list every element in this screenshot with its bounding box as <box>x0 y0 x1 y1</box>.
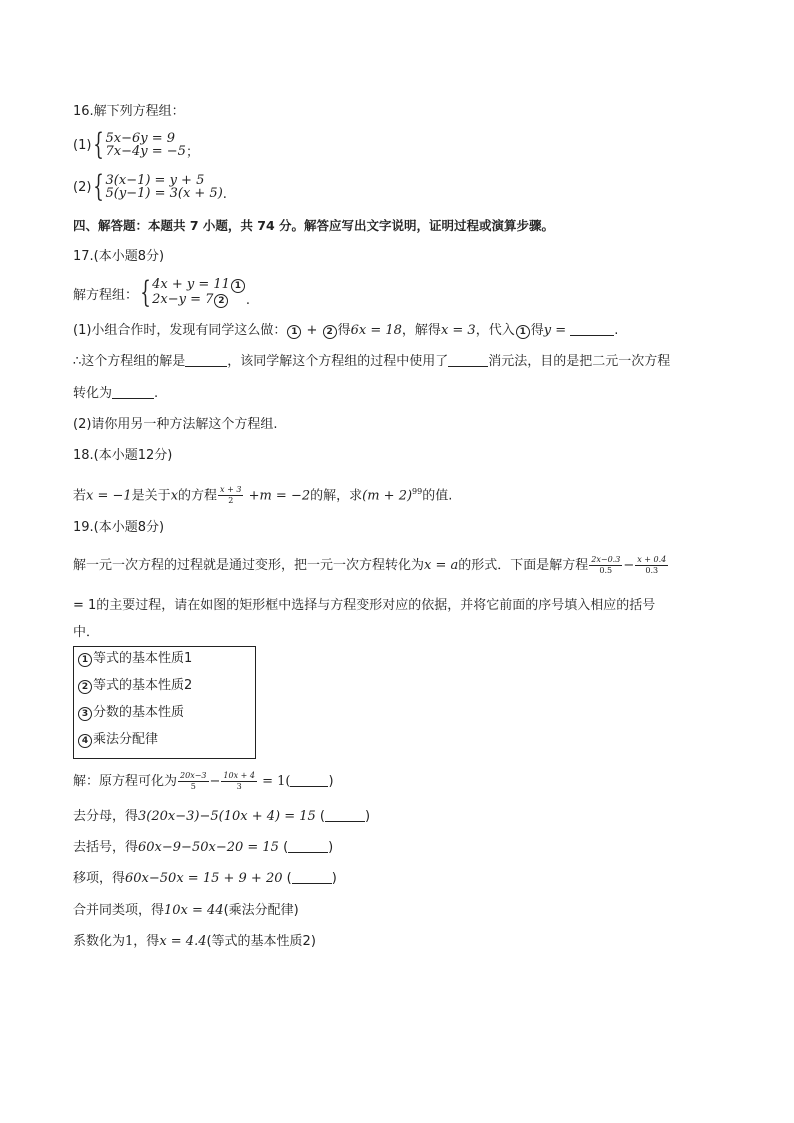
math: 6x = 18 <box>350 323 402 338</box>
fraction <box>218 485 243 506</box>
math: = 1( <box>257 774 291 789</box>
q16-part1-eq1: 5x−6y = 9 <box>105 131 176 146</box>
q16-part1-label: (1) <box>73 137 92 153</box>
math: y = <box>543 323 571 338</box>
text: 的值. <box>422 488 453 504</box>
math: − <box>209 774 221 789</box>
fraction <box>178 771 208 792</box>
q17-intro: 解方程组： <box>73 287 139 303</box>
answer-blank[interactable] <box>570 323 614 336</box>
circle-number-icon: 4 <box>78 734 92 748</box>
fraction <box>589 555 622 576</box>
q16-part2-tail: . <box>222 187 227 202</box>
q17-part2: (2)请你用另一种方法解这个方程组. <box>73 417 278 432</box>
answer-blank[interactable] <box>448 354 488 367</box>
exponent: 99 <box>412 487 423 496</box>
brace-icon: { <box>93 169 105 204</box>
text: ∴这个方程组的解是 <box>73 354 186 369</box>
q16-part2-label: (2) <box>73 179 92 195</box>
fraction-denominator: 0.3 <box>645 566 659 575</box>
q16-title: 16.解下列方程组： <box>73 104 185 119</box>
q17-eq2: 2x−y = 7 <box>152 292 214 307</box>
text: ，代入 <box>475 323 515 338</box>
basis-box <box>73 646 256 759</box>
math: 1 <box>125 934 134 949</box>
basis-item <box>77 732 158 748</box>
fraction-denominator: 0.5 <box>599 566 613 575</box>
text: ) <box>328 840 334 855</box>
q19-step2 <box>73 809 370 825</box>
q17-system <box>73 275 251 310</box>
q19-step1 <box>73 770 334 794</box>
answer-blank[interactable] <box>292 871 332 884</box>
fraction-numerator: 10x + 4 <box>223 771 255 780</box>
answer-blank[interactable] <box>112 386 154 399</box>
text: (等式的基本性质2) <box>206 934 316 949</box>
text: ( <box>315 809 325 824</box>
text: ( <box>278 840 289 855</box>
q17-part1-line2 <box>73 354 670 370</box>
math: x = a <box>424 558 459 573</box>
text: + <box>302 323 322 338</box>
basis-item <box>77 705 184 721</box>
text: 去分母，得 <box>73 809 139 824</box>
text: 解：原方程可化为 <box>73 774 178 789</box>
basis-item-label: 分数的基本性质 <box>93 705 185 720</box>
q16-part2-eq1: 3(x−1) = y + 5 <box>105 173 205 188</box>
math: (m + 2) <box>362 488 413 504</box>
text: 系数化为 <box>73 934 126 949</box>
math: x = −1 <box>86 488 132 504</box>
text: ) <box>365 809 371 824</box>
text: 若 <box>73 488 87 504</box>
text: ，得 <box>133 934 160 949</box>
fraction-numerator: 2x−0.3 <box>591 555 621 564</box>
text: ) <box>328 774 334 789</box>
answer-blank[interactable] <box>288 840 328 853</box>
text: 去括号，得 <box>73 840 139 855</box>
circle-number-icon: 1 <box>78 653 92 667</box>
basis-item <box>77 651 192 667</box>
q17-eq1: 4x + y = 11 <box>152 277 230 292</box>
circle-number-icon: 1 <box>516 325 530 339</box>
q17-part1-line1 <box>73 323 618 339</box>
circle-number-icon: 1 <box>231 279 245 293</box>
text: 是关于 <box>131 488 171 504</box>
q19-step4 <box>73 871 337 887</box>
text: 得 <box>337 323 351 338</box>
text: 移项，得 <box>73 871 126 886</box>
circle-number-icon: 2 <box>78 680 92 694</box>
fraction-numerator: 20x−3 <box>180 771 207 780</box>
text: 转化为 <box>73 386 113 401</box>
circle-number-icon: 1 <box>287 325 301 339</box>
text: (1)小组合作时，发现有同学这么做： <box>73 323 287 338</box>
q16-part1-tail: ； <box>185 145 199 160</box>
q19-step5 <box>73 903 299 919</box>
q19-line2: = 1的主要过程，请在如图的矩形框中选择与方程变形对应的依据，并将它前面的序号填入相应的括号 <box>73 598 656 613</box>
text: (乘法分配律) <box>223 903 299 918</box>
q19-line1 <box>73 553 669 579</box>
q16-part2-eq2: 5(y−1) = 3(x + 5) <box>105 186 223 201</box>
text: ，该同学解这个方程组的过程中使用了 <box>227 354 449 369</box>
math: x = 3 <box>440 323 476 338</box>
circle-number-icon: 2 <box>323 325 337 339</box>
fraction-denominator: 5 <box>190 782 196 791</box>
text: 得 <box>530 323 544 338</box>
q16-part1 <box>73 127 199 162</box>
text: 的方程 <box>178 488 218 504</box>
q17-tail: . <box>245 293 251 308</box>
math: +m = −2 <box>244 488 311 504</box>
fraction-denominator: 2 <box>228 496 234 506</box>
text: ，解得 <box>401 323 441 338</box>
q19-step3 <box>73 840 333 856</box>
fraction-numerator: x + 0.4 <box>637 555 667 564</box>
answer-blank[interactable] <box>325 809 365 822</box>
q19-header: 19.(本小题8分) <box>73 520 165 535</box>
q17-part1-line3 <box>73 386 158 402</box>
math: x <box>170 488 179 504</box>
fraction <box>221 771 257 792</box>
basis-item-label: 乘法分配律 <box>93 732 159 747</box>
text: ) <box>331 871 337 886</box>
math: 60x−9−50x−20 = 15 <box>138 840 279 855</box>
math: 10x = 44 <box>164 903 224 918</box>
q16-part1-eq2: 7x−4y = −5 <box>105 144 186 159</box>
basis-item-label: 等式的基本性质1 <box>93 651 193 666</box>
q18-body <box>73 480 452 508</box>
text: 消元法，目的是把二元一次方程 <box>488 354 671 369</box>
text: . <box>614 323 619 338</box>
fraction-numerator: x + 3 <box>220 485 242 495</box>
text: 的形式．下面是解方程 <box>458 558 589 573</box>
math: − <box>623 558 635 573</box>
text: ( <box>282 871 292 886</box>
circle-number-icon: 3 <box>78 707 92 721</box>
text: 解一元一次方程的过程就是通过变形，把一元一次方程转化为 <box>73 558 425 573</box>
math: 3(20x−3)−5(10x + 4) = 15 <box>138 809 316 824</box>
q19-line3: 中． <box>73 625 100 640</box>
brace-icon: { <box>93 127 105 162</box>
basis-item-label: 等式的基本性质2 <box>93 678 193 693</box>
answer-blank[interactable] <box>290 774 328 787</box>
q17-header: 17.(本小题8分) <box>73 249 165 264</box>
q18-header: 18.(本小题12分) <box>73 448 173 463</box>
circle-number-icon: 2 <box>214 294 228 308</box>
fraction-denominator: 3 <box>236 782 242 791</box>
text: 的解，求 <box>310 488 363 504</box>
basis-item <box>77 678 192 694</box>
text: . <box>154 386 159 401</box>
answer-blank[interactable] <box>185 354 227 367</box>
math: 60x−50x = 15 + 9 + 20 <box>125 871 283 886</box>
brace-icon: { <box>140 275 151 310</box>
math: x = 4.4 <box>159 934 207 949</box>
section-heading: 四、解答题：本题共 7 小题，共 74 分。解答应写出文字说明，证明过程或演算步骤。 <box>73 218 555 233</box>
q16-part2 <box>73 169 227 204</box>
q19-step6 <box>73 934 316 950</box>
text: 合并同类项，得 <box>73 903 165 918</box>
fraction <box>635 555 668 576</box>
